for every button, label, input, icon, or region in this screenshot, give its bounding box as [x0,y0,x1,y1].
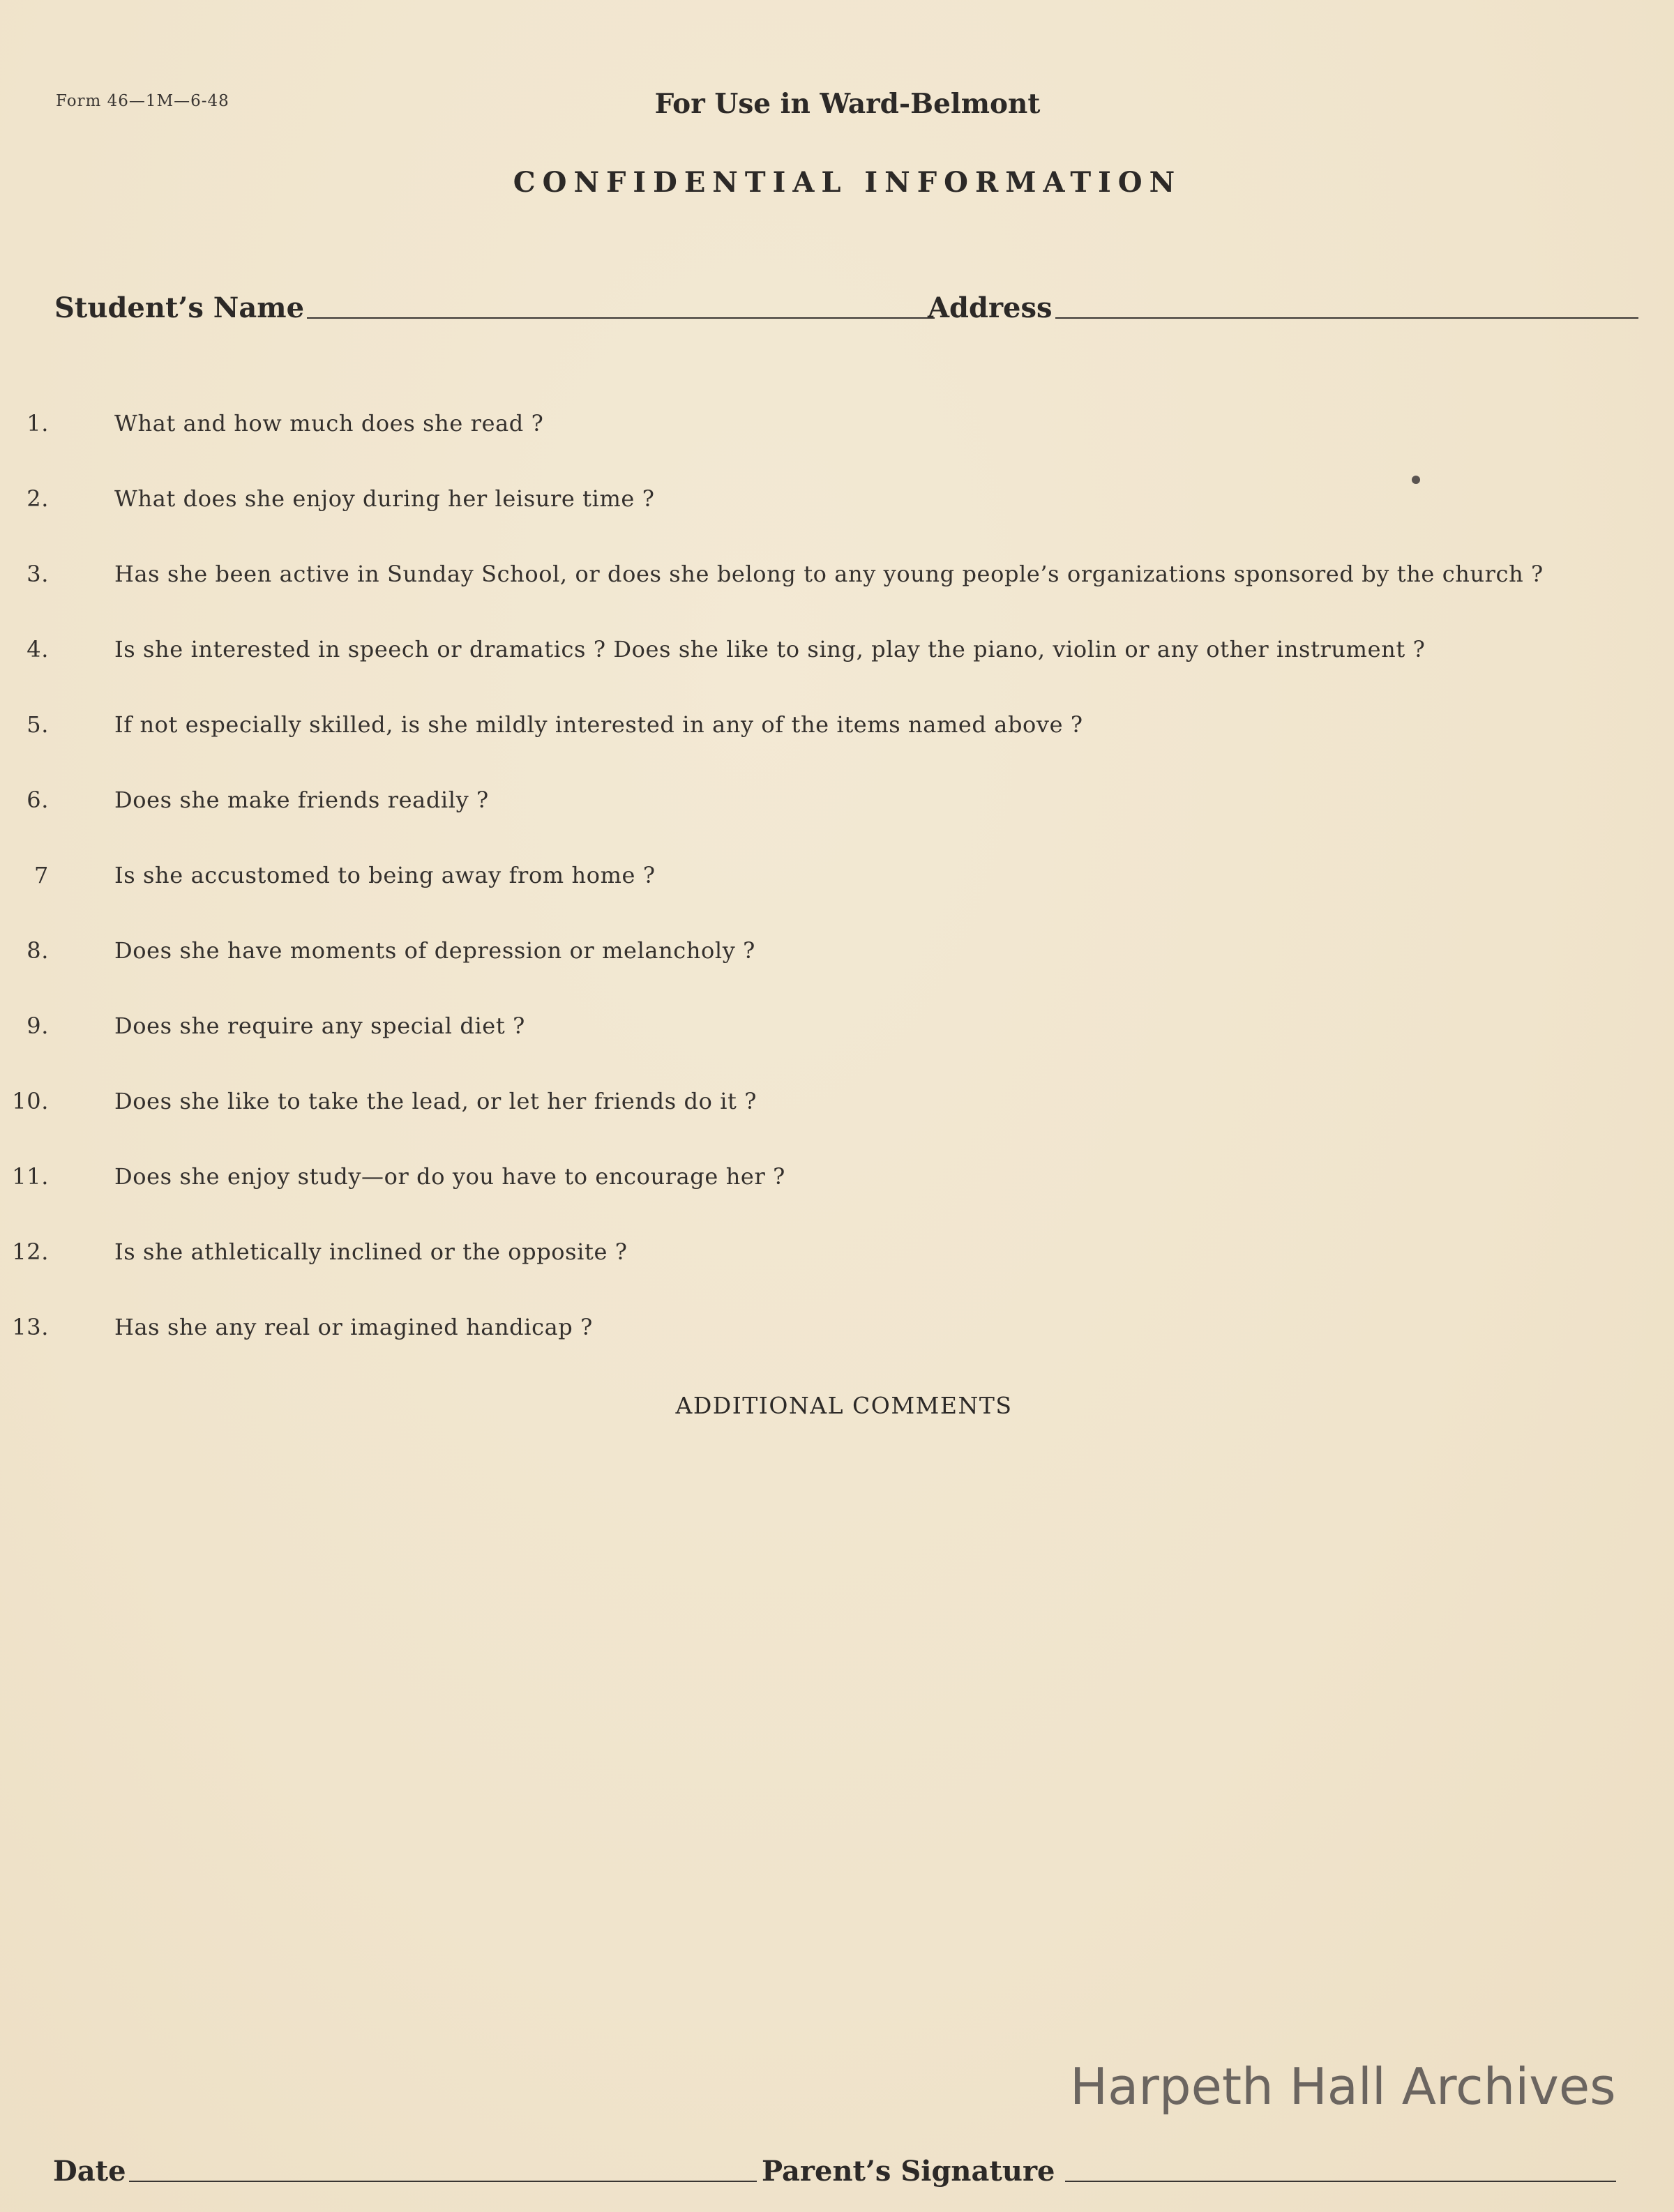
question-number: 1. [27,410,49,437]
question-text: Is she accustomed to being away from home ? [114,862,656,888]
student-name-label: Student’s Name [54,291,305,324]
question-text: Does she require any special diet ? [114,1013,525,1039]
question-number: 13. [12,1314,49,1340]
archive-watermark: Harpeth Hall Archives [1070,2057,1616,2116]
additional-comments-heading: ADDITIONAL COMMENTS [675,1392,1013,1419]
question-number: 5. [27,711,49,738]
question-text: If not especially skilled, is she mildly interested in any of the items named above ? [114,711,1083,738]
date-field-row [53,2155,757,2188]
question-text: Is she interested in speech or dramatics ? Does she like to sing, play the piano, violin or any other instrument ? [114,636,1426,662]
use-title: For Use in Ward-Belmont [654,88,1041,120]
ink-speck [1412,476,1420,484]
question-number: 10. [12,1088,49,1114]
question-number: 3. [27,561,49,587]
signature-label: Parent’s Signature [762,2155,1055,2188]
question-text: Does she enjoy study—or do you have to encourage her ? [114,1163,785,1190]
address-field-row [928,291,1638,324]
question-text: Is she athletically inclined or the opposite ? [114,1238,628,1265]
address-line[interactable] [1055,317,1638,319]
question-text: What and how much does she read ? [114,410,544,437]
page-title: CONFIDENTIAL INFORMATION [513,166,1182,199]
form-code: Form 46—1M—6-48 [56,92,229,110]
question-text: Has she any real or imagined handicap ? [114,1314,593,1340]
question-number: 6. [27,787,49,813]
student-name-field-row [54,291,935,324]
address-label: Address [928,291,1053,324]
date-line[interactable] [129,2181,757,2182]
date-label: Date [53,2155,126,2188]
question-number: 9. [27,1013,49,1039]
question-number: 4. [27,636,49,662]
signature-field-row [762,2155,1616,2188]
question-text: Does she make friends readily ? [114,787,489,813]
question-text: Has she been active in Sunday School, or does she belong to any young people’s organizations sponsored by the church ? [114,561,1544,587]
question-number: 2. [27,485,49,512]
question-number: 12. [12,1238,49,1265]
student-name-line[interactable] [307,317,935,319]
question-number: 8. [27,937,49,964]
question-number: 11. [12,1163,49,1190]
question-text: What does she enjoy during her leisure time ? [114,485,655,512]
question-text: Does she have moments of depression or melancholy ? [114,937,755,964]
question-text: Does she like to take the lead, or let her friends do it ? [114,1088,757,1114]
question-number: 7 [34,862,49,888]
signature-line[interactable] [1065,2181,1616,2182]
